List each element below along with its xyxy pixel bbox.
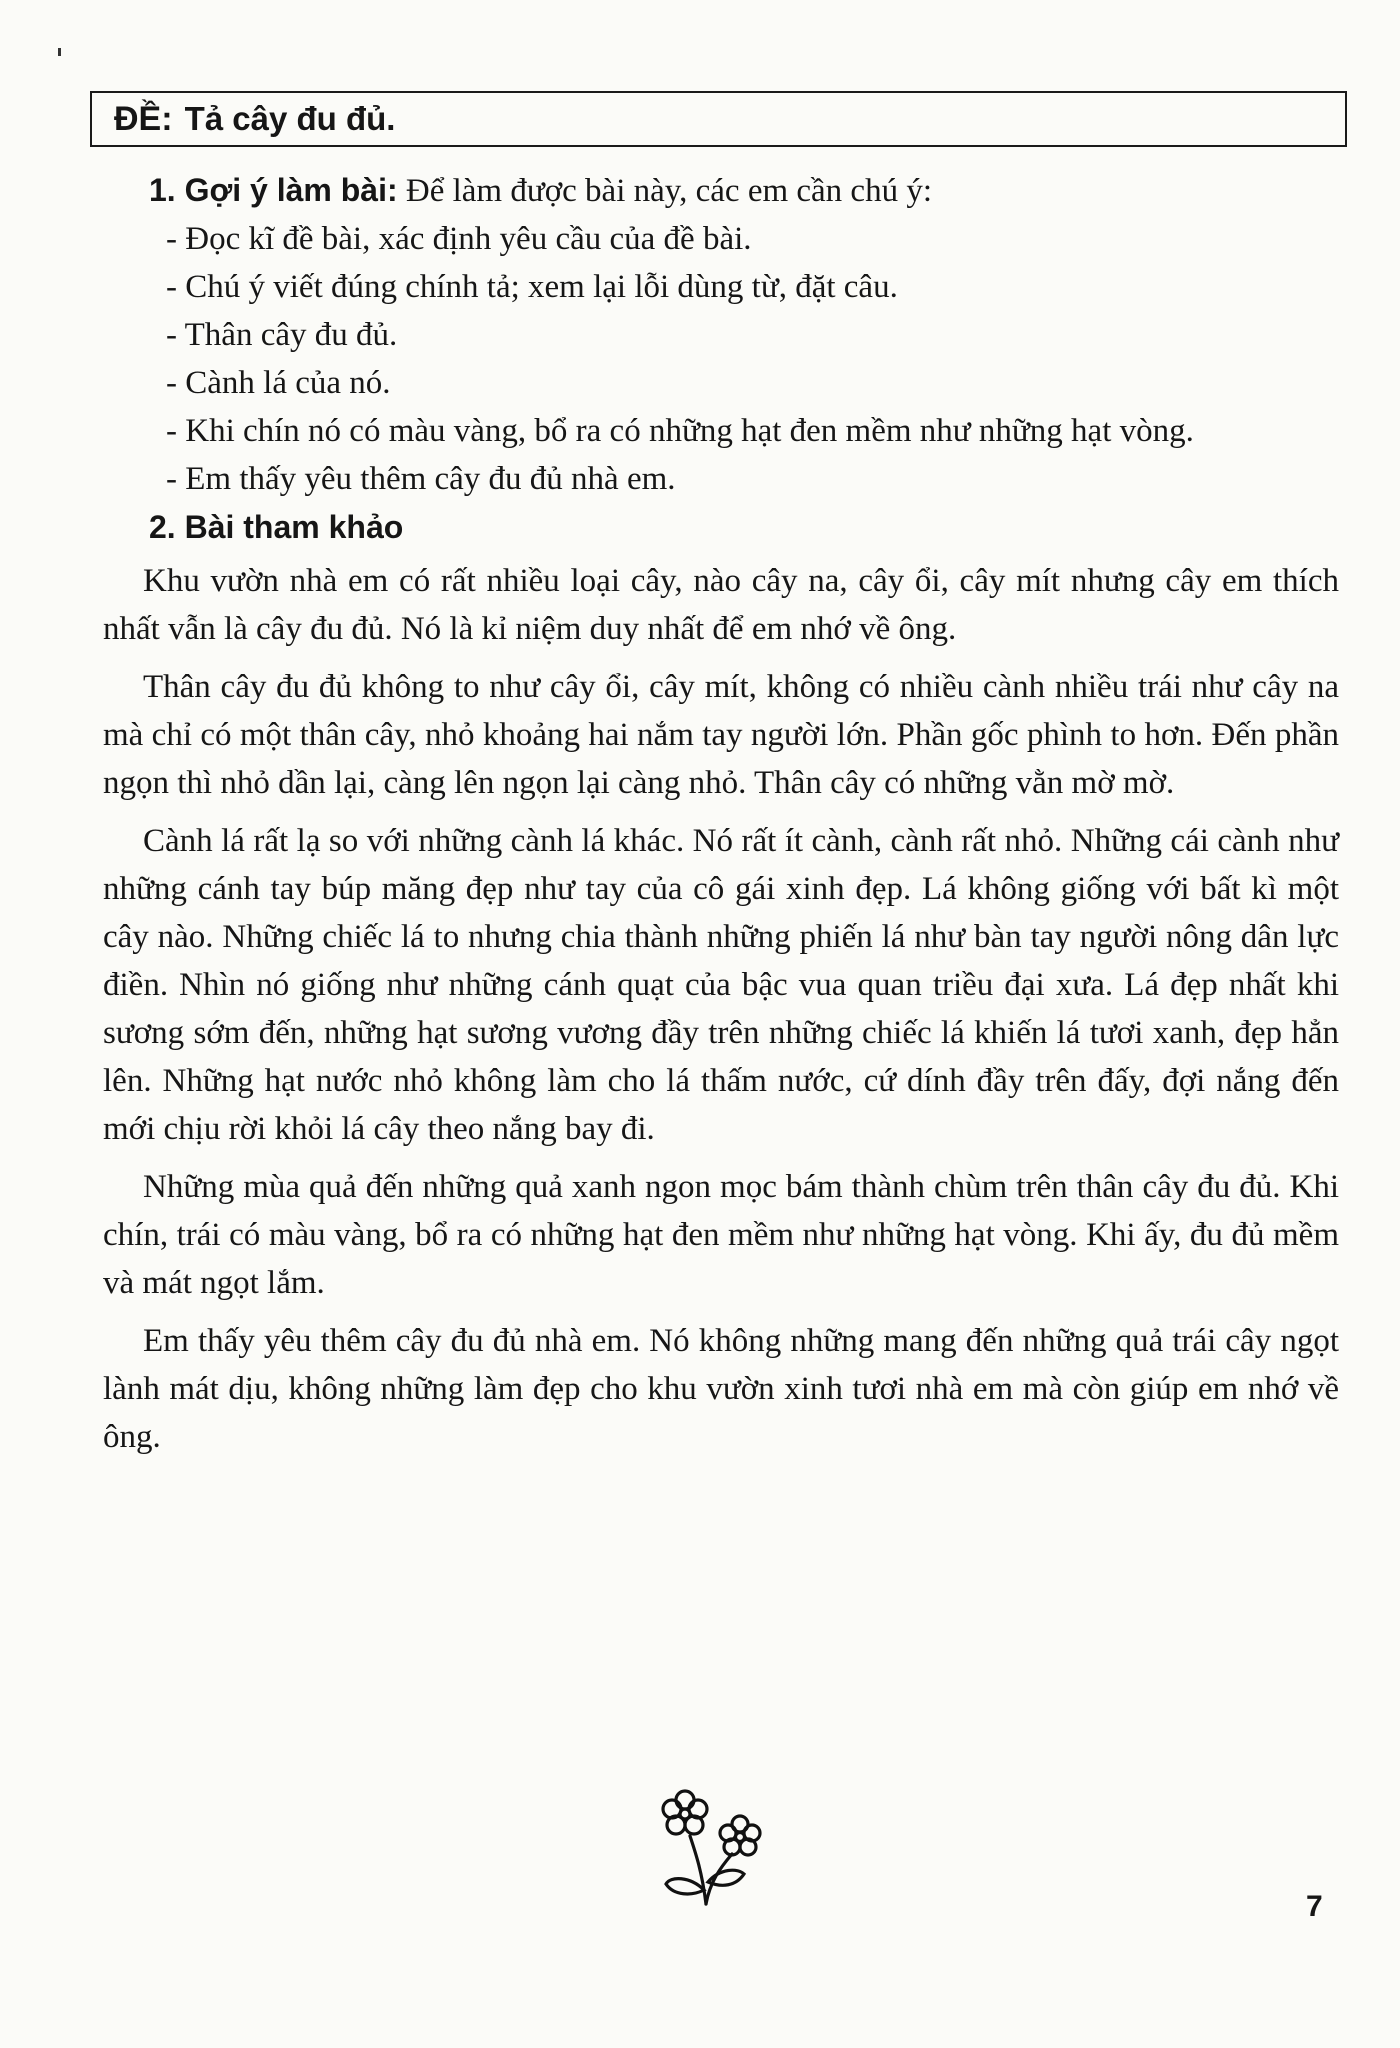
corner-mark [58, 48, 61, 56]
title-text: Tả cây đu đủ. [184, 100, 396, 137]
list-item: - Đọc kĩ đề bài, xác định yêu cầu của đề bài. [166, 221, 752, 257]
title-box [90, 91, 1347, 147]
list-item: - Khi chín nó có màu vàng, bổ ra có những hạt đen mềm như những hạt vòng. [166, 413, 1194, 449]
section1-heading: 1. Gợi ý làm bài: [149, 172, 398, 208]
page-number: 7 [1306, 1890, 1323, 1923]
flower-icon [640, 1772, 790, 1912]
section2-heading: 2. Bài tham khảo [149, 509, 404, 545]
list-item: - Thân cây đu đủ. [166, 317, 398, 353]
paragraph: Cành lá rất lạ so với những cành lá khác. Nó rất ít cành, cành rất nhỏ. Những cái cành như những cánh tay búp măng đẹp như tay của cô gái xinh đẹp. Lá không giống với bất kì một cây nào. Những chiếc lá to nhưng chia thành những phiến lá như bàn tay người nông dân lực điền. Nhìn nó giống như những cánh quạt của bậc vua quan triều đại xưa. Lá đẹp nhất khi sương sớm đến, những hạt sương vương đầy trên những chiếc lá khiến lá tươi xanh, đẹp hẳn lên. Những hạt nước nhỏ không làm cho lá thấm nước, cứ dính đầy trên đấy, đợi nắng đến mới chịu rời khỏi lá cây theo nắng bay đi. [103, 823, 1339, 1147]
list-item: - Chú ý viết đúng chính tả; xem lại lỗi dùng từ, đặt câu. [166, 269, 898, 305]
section1-heading-line [149, 166, 1339, 215]
list-item: - Em thấy yêu thêm cây đu đủ nhà em. [166, 461, 676, 497]
section1-intro: Để làm được bài này, các em cần chú ý: [405, 173, 932, 209]
paragraph: Khu vườn nhà em có rất nhiều loại cây, nào cây na, cây ổi, cây mít nhưng cây em thích nhất vẫn là cây đu đủ. Nó là kỉ niệm duy nhất để em nhớ về ông. [103, 563, 1339, 647]
paragraph: Em thấy yêu thêm cây đu đủ nhà em. Nó không những mang đến những quả trái cây ngọt lành mát dịu, không những làm đẹp cho khu vườn xinh tươi nhà em mà còn giúp em nhớ về ông. [103, 1323, 1339, 1455]
paragraph: Thân cây đu đủ không to như cây ổi, cây mít, không có nhiều cành nhiều trái như cây na mà chỉ có một thân cây, nhỏ khoảng hai nắm tay người lớn. Phần gốc phình to hơn. Đến phần ngọn thì nhỏ dần lại, càng lên ngọn lại càng nhỏ. Thân cây có những vằn mờ mờ. [103, 669, 1339, 801]
list-item: - Cành lá của nó. [166, 365, 391, 401]
title-label: ĐỀ: [114, 99, 173, 138]
paragraph: Những mùa quả đến những quả xanh ngon mọc bám thành chùm trên thân cây đu đủ. Khi chín, trái có màu vàng, bổ ra có những hạt đen mềm như những hạt vòng. Khi ấy, đu đủ mềm và mát ngọt lắm. [103, 1169, 1339, 1301]
content [103, 166, 1339, 1461]
